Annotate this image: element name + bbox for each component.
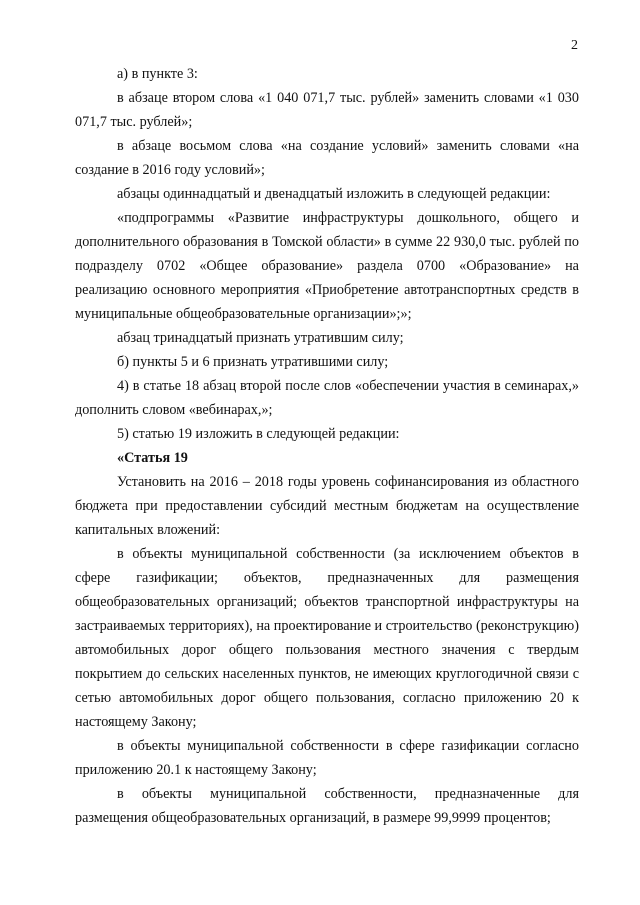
paragraph: 5) статью 19 изложить в следующей редакции:	[117, 426, 400, 442]
paragraph: Установить на 2016 – 2018 годы уровень софинансирования из областного бюджета при предоставлении субсидий местным бюджетам на осуществление капитальных вложений:	[75, 474, 579, 538]
article-heading: «Статья 19	[117, 450, 188, 466]
paragraph: в объекты муниципальной собственности в сфере газификации согласно приложению 20.1 к настоящему Закону;	[75, 738, 579, 778]
paragraph: абзац тринадцатый признать утратившим силу;	[117, 330, 404, 346]
paragraph: в абзаце восьмом слова «на создание условий» заменить словами «на создание в 2016 году условий»;	[75, 138, 579, 178]
paragraph: 4) в статье 18 абзац второй после слов «обеспечении участия в семинарах,» дополнить словом «вебинарах,»;	[75, 378, 579, 418]
paragraph: в абзаце втором слова «1 040 071,7 тыс. рублей» заменить словами «1 030 071,7 тыс. рублей»;	[75, 90, 579, 130]
paragraph: в объекты муниципальной собственности, предназначенные для размещения общеобразовательных организаций, в размере 99,9999 процентов;	[75, 786, 579, 826]
paragraph: б) пункты 5 и 6 признать утратившими силу;	[117, 354, 389, 370]
page-number: 2	[571, 38, 578, 53]
paragraph: в объекты муниципальной собственности (за исключением объектов в сфере газификации; объектов, предназначенных для размещения общеобразовательных организаций; объектов транспортной инфраструктуры на застраиваемых территориях), на проектирование и строительство (реконструкцию) автомобильных дорог общего пользования местного значения с твердым покрытием до сельских населенных пунктов, не имеющих круглогодичной связи с сетью автомобильных дорог общего пользования, согласно приложению 20 к настоящему Закону;	[75, 546, 579, 730]
paragraph: абзацы одиннадцатый и двенадцатый изложить в следующей редакции:	[117, 186, 551, 202]
paragraph: «подпрограммы «Развитие инфраструктуры дошкольного, общего и дополнительного образования в Томской области» в сумме 22 930,0 тыс. рублей по подразделу 0702 «Общее образование» раздела 0700 «Образование» на реализацию основного мероприятия «Приобретение автотранспортных средств в муниципальные общеобразовательные организации»;»;	[75, 210, 579, 322]
paragraph: а) в пункте 3:	[117, 66, 198, 82]
document-body	[75, 62, 579, 830]
